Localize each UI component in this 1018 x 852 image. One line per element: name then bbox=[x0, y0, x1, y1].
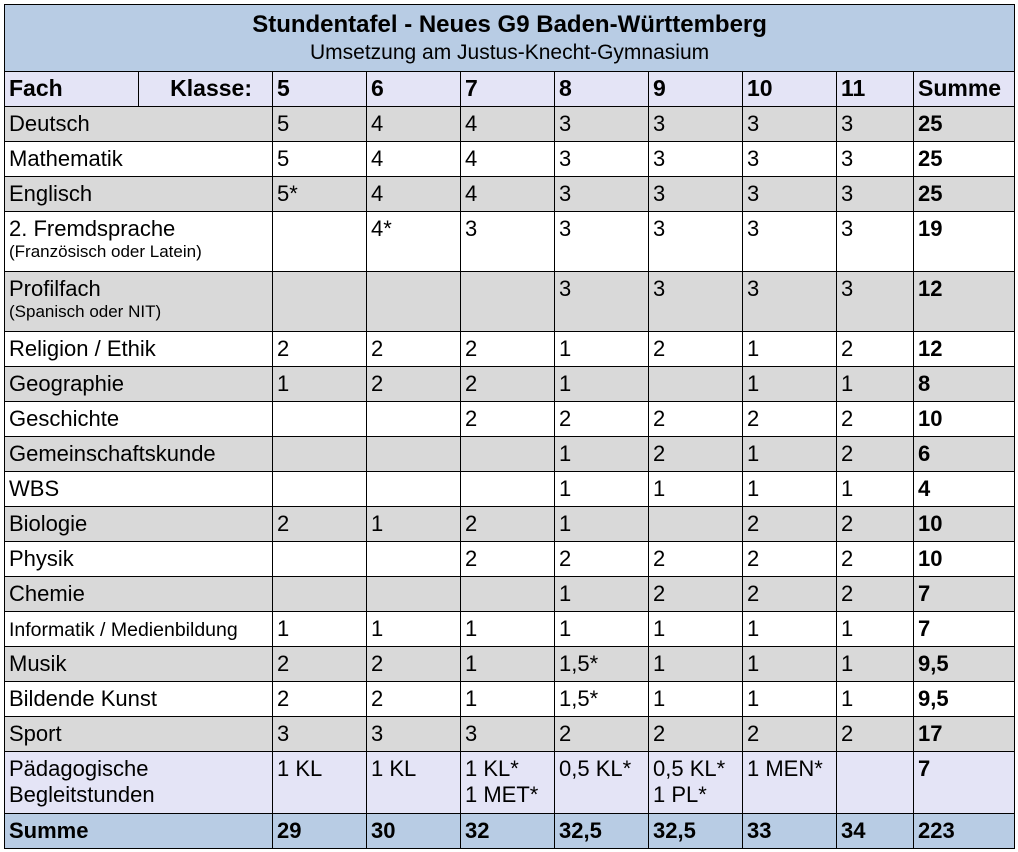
subject-name: Chemie bbox=[9, 581, 85, 606]
hours-cell: 2 bbox=[837, 507, 914, 542]
hours-cell: 1 bbox=[555, 472, 649, 507]
hours-cell: 3 bbox=[743, 272, 837, 332]
hours-cell: 5 bbox=[273, 142, 367, 177]
row-sum-cell: 25 bbox=[914, 177, 1015, 212]
table-subtitle: Umsetzung am Justus-Knecht-Gymnasium bbox=[309, 41, 710, 64]
table-row bbox=[5, 212, 1015, 272]
subject-cell bbox=[5, 682, 273, 717]
subject-name: Profilfach bbox=[9, 276, 101, 301]
table-row bbox=[5, 142, 1015, 177]
header-fach: Fach bbox=[5, 72, 139, 107]
hours-cell: 2 bbox=[367, 647, 461, 682]
hours-cell: 1 bbox=[461, 647, 555, 682]
header-summe: Summe bbox=[914, 72, 1015, 107]
hours-cell: 1 bbox=[555, 367, 649, 402]
hours-line: 1 MET* bbox=[465, 782, 539, 807]
hours-line: 1 KL bbox=[371, 756, 417, 781]
hours-cell: 3 bbox=[461, 717, 555, 752]
hours-cell: 3 bbox=[649, 107, 743, 142]
row-sum-cell: 7 bbox=[914, 577, 1015, 612]
hours-cell: 3 bbox=[649, 177, 743, 212]
subject-cell bbox=[5, 577, 273, 612]
subject-cell bbox=[5, 367, 273, 402]
subject-cell bbox=[5, 332, 273, 367]
hours-cell: 2 bbox=[837, 577, 914, 612]
hours-cell: 2 bbox=[649, 542, 743, 577]
table-row bbox=[5, 272, 1015, 332]
hours-cell: 1 bbox=[273, 367, 367, 402]
hours-cell bbox=[555, 752, 649, 814]
row-sum-cell: 25 bbox=[914, 107, 1015, 142]
hours-cell: 2 bbox=[461, 402, 555, 437]
hours-cell bbox=[461, 437, 555, 472]
subject-name: Geographie bbox=[9, 371, 124, 396]
hours-cell: 2 bbox=[367, 682, 461, 717]
subject-cell bbox=[5, 177, 273, 212]
hours-cell: 1 bbox=[555, 332, 649, 367]
subject-cell bbox=[5, 542, 273, 577]
hours-cell: 2 bbox=[273, 332, 367, 367]
row-sum-cell: 12 bbox=[914, 272, 1015, 332]
hours-cell bbox=[273, 542, 367, 577]
table-row bbox=[5, 177, 1015, 212]
hours-line: 1 MEN* bbox=[747, 756, 823, 781]
table-row bbox=[5, 577, 1015, 612]
hours-cell: 2 bbox=[461, 507, 555, 542]
table-row bbox=[5, 402, 1015, 437]
table-row bbox=[5, 542, 1015, 577]
row-sum-cell: 6 bbox=[914, 437, 1015, 472]
hours-cell: 2 bbox=[743, 717, 837, 752]
paed-row bbox=[5, 752, 1015, 814]
subject-cell bbox=[5, 272, 273, 332]
hours-cell: 1 bbox=[743, 472, 837, 507]
total-cell: 32,5 bbox=[649, 814, 743, 849]
hours-cell: 4 bbox=[367, 142, 461, 177]
hours-cell: 4* bbox=[367, 212, 461, 272]
total-cell: 29 bbox=[273, 814, 367, 849]
hours-cell: 2 bbox=[743, 577, 837, 612]
hours-cell: 2 bbox=[461, 367, 555, 402]
hours-cell: 2 bbox=[743, 542, 837, 577]
hours-cell: 4 bbox=[461, 107, 555, 142]
hours-line: 1 PL* bbox=[653, 782, 707, 807]
hours-cell: 2 bbox=[555, 542, 649, 577]
hours-cell bbox=[743, 752, 837, 814]
hours-cell bbox=[367, 472, 461, 507]
hours-cell: 3 bbox=[837, 212, 914, 272]
hours-cell: 3 bbox=[837, 107, 914, 142]
hours-line: 0,5 KL* bbox=[653, 756, 726, 781]
title-cell bbox=[5, 5, 1015, 72]
table-row bbox=[5, 647, 1015, 682]
hours-cell: 2 bbox=[555, 717, 649, 752]
hours-cell: 2 bbox=[649, 717, 743, 752]
total-row bbox=[5, 814, 1015, 849]
hours-cell: 1 bbox=[837, 472, 914, 507]
table-row bbox=[5, 682, 1015, 717]
hours-cell: 3 bbox=[837, 177, 914, 212]
hours-line: 1 KL bbox=[277, 756, 323, 781]
hours-cell: 2 bbox=[273, 682, 367, 717]
hours-cell: 3 bbox=[555, 107, 649, 142]
hours-cell: 1 bbox=[367, 507, 461, 542]
row-sum-cell: 7 bbox=[914, 752, 1015, 814]
hours-cell: 3 bbox=[367, 717, 461, 752]
header-klasse: Klasse: bbox=[139, 72, 273, 107]
subject-name: Musik bbox=[9, 651, 67, 676]
row-sum-cell: 9,5 bbox=[914, 682, 1015, 717]
subject-name: Gemeinschaftskunde bbox=[9, 441, 216, 466]
table-row bbox=[5, 507, 1015, 542]
hours-cell bbox=[273, 437, 367, 472]
hours-cell: 1 bbox=[743, 332, 837, 367]
hours-cell bbox=[273, 272, 367, 332]
hours-cell: 1 bbox=[461, 682, 555, 717]
hours-cell: 2 bbox=[649, 332, 743, 367]
hours-cell: 2 bbox=[461, 332, 555, 367]
hours-cell: 1 bbox=[743, 437, 837, 472]
hours-cell: 2 bbox=[743, 402, 837, 437]
hours-cell: 1 bbox=[649, 612, 743, 647]
hours-cell: 2 bbox=[649, 402, 743, 437]
hours-cell: 3 bbox=[649, 272, 743, 332]
total-cell: 33 bbox=[743, 814, 837, 849]
hours-cell: 4 bbox=[367, 107, 461, 142]
hours-cell bbox=[461, 272, 555, 332]
hours-cell: 1 bbox=[555, 437, 649, 472]
subject-name: Englisch bbox=[9, 181, 93, 206]
hours-cell bbox=[273, 752, 367, 814]
hours-cell: 1 bbox=[743, 367, 837, 402]
row-sum-cell: 12 bbox=[914, 332, 1015, 367]
hours-cell bbox=[367, 402, 461, 437]
hours-cell: 1 bbox=[367, 612, 461, 647]
hours-cell: 2 bbox=[837, 332, 914, 367]
total-label: Summe bbox=[5, 814, 273, 849]
hours-cell: 2 bbox=[837, 542, 914, 577]
table-row bbox=[5, 717, 1015, 752]
hours-cell: 3 bbox=[273, 717, 367, 752]
hours-cell: 1 bbox=[743, 612, 837, 647]
subject-name: Deutsch bbox=[9, 111, 90, 136]
hours-cell: 3 bbox=[649, 142, 743, 177]
hours-cell: 1 bbox=[649, 472, 743, 507]
hours-cell: 1,5* bbox=[555, 647, 649, 682]
row-sum-cell: 17 bbox=[914, 717, 1015, 752]
hours-cell: 2 bbox=[555, 402, 649, 437]
hours-cell: 1 bbox=[555, 577, 649, 612]
subject-cell bbox=[5, 142, 273, 177]
table-row bbox=[5, 437, 1015, 472]
hours-cell bbox=[367, 542, 461, 577]
row-sum-cell: 4 bbox=[914, 472, 1015, 507]
table-row bbox=[5, 612, 1015, 647]
hours-cell: 1 bbox=[837, 647, 914, 682]
hours-cell: 2 bbox=[273, 507, 367, 542]
hours-line: 0,5 KL* bbox=[559, 756, 632, 781]
hours-cell: 3 bbox=[649, 212, 743, 272]
subject-note: (Französisch oder Latein) bbox=[9, 242, 202, 261]
header-grade-11: 11 bbox=[837, 72, 914, 107]
total-cell: 30 bbox=[367, 814, 461, 849]
hours-cell: 3 bbox=[555, 212, 649, 272]
hours-cell: 2 bbox=[837, 717, 914, 752]
subject-name: 2. Fremdsprache bbox=[9, 216, 176, 241]
header-row bbox=[5, 72, 1015, 107]
total-cell: 32 bbox=[461, 814, 555, 849]
hours-cell bbox=[273, 402, 367, 437]
subject-cell bbox=[5, 717, 273, 752]
hours-cell: 3 bbox=[837, 272, 914, 332]
total-cell: 32,5 bbox=[555, 814, 649, 849]
hours-cell: 4 bbox=[461, 177, 555, 212]
subject-name: Religion / Ethik bbox=[9, 336, 156, 361]
header-grade-8: 8 bbox=[555, 72, 649, 107]
subject-cell bbox=[5, 212, 273, 272]
hours-cell: 2 bbox=[367, 367, 461, 402]
hours-cell bbox=[461, 577, 555, 612]
subject-cell bbox=[5, 472, 273, 507]
row-sum-cell: 9,5 bbox=[914, 647, 1015, 682]
hours-cell bbox=[367, 437, 461, 472]
hours-cell bbox=[837, 752, 914, 814]
hours-cell: 1 bbox=[555, 612, 649, 647]
hours-cell bbox=[461, 752, 555, 814]
hours-cell: 2 bbox=[649, 437, 743, 472]
subject-note: (Spanisch oder NIT) bbox=[9, 302, 162, 321]
hours-cell: 1 bbox=[743, 647, 837, 682]
subject-name: Biologie bbox=[9, 511, 88, 536]
hours-cell bbox=[367, 272, 461, 332]
hours-cell: 1 bbox=[649, 647, 743, 682]
subject-name: Physik bbox=[9, 546, 74, 571]
subject-name-line2: Begleitstunden bbox=[9, 782, 155, 807]
header-grade-10: 10 bbox=[743, 72, 837, 107]
hours-cell bbox=[367, 577, 461, 612]
hours-cell: 1 bbox=[837, 682, 914, 717]
hours-cell: 5* bbox=[273, 177, 367, 212]
hours-cell: 1 bbox=[555, 507, 649, 542]
row-sum-cell: 8 bbox=[914, 367, 1015, 402]
row-sum-cell: 10 bbox=[914, 542, 1015, 577]
hours-cell bbox=[649, 752, 743, 814]
subject-name-line1: Pädagogische bbox=[9, 756, 149, 781]
header-grade-7: 7 bbox=[461, 72, 555, 107]
subject-name: Geschichte bbox=[9, 406, 120, 431]
row-sum-cell: 19 bbox=[914, 212, 1015, 272]
subject-cell bbox=[5, 752, 273, 814]
hours-cell: 1 bbox=[743, 682, 837, 717]
hours-cell: 1 bbox=[837, 367, 914, 402]
subject-cell bbox=[5, 507, 273, 542]
row-sum-cell: 10 bbox=[914, 402, 1015, 437]
hours-cell: 2 bbox=[837, 402, 914, 437]
table-row bbox=[5, 472, 1015, 507]
subject-name: Sport bbox=[9, 721, 62, 746]
table-row bbox=[5, 367, 1015, 402]
header-grade-6: 6 bbox=[367, 72, 461, 107]
hours-cell bbox=[461, 472, 555, 507]
hours-cell bbox=[649, 367, 743, 402]
grand-total-cell: 223 bbox=[914, 814, 1015, 849]
hours-cell: 3 bbox=[743, 212, 837, 272]
hours-cell: 4 bbox=[461, 142, 555, 177]
hours-cell: 2 bbox=[273, 647, 367, 682]
subject-name: Bildende Kunst bbox=[9, 686, 157, 711]
table-title: Stundentafel - Neues G9 Baden-Württemberg bbox=[252, 11, 767, 38]
subject-name: WBS bbox=[9, 476, 60, 501]
hours-cell: 5 bbox=[273, 107, 367, 142]
subject-cell bbox=[5, 107, 273, 142]
subject-cell bbox=[5, 612, 273, 647]
hours-cell: 1 bbox=[273, 612, 367, 647]
hours-cell: 3 bbox=[461, 212, 555, 272]
hours-cell: 4 bbox=[367, 177, 461, 212]
subject-cell bbox=[5, 437, 273, 472]
hours-line: 1 KL* bbox=[465, 756, 519, 781]
row-sum-cell: 7 bbox=[914, 612, 1015, 647]
hours-cell: 2 bbox=[743, 507, 837, 542]
subject-name: Mathematik bbox=[9, 146, 123, 171]
hours-cell bbox=[273, 577, 367, 612]
hours-cell: 3 bbox=[743, 177, 837, 212]
header-grade-5: 5 bbox=[273, 72, 367, 107]
hours-cell: 1 bbox=[649, 682, 743, 717]
hours-cell: 2 bbox=[649, 577, 743, 612]
hours-cell: 1 bbox=[837, 612, 914, 647]
subject-cell bbox=[5, 402, 273, 437]
hours-cell: 3 bbox=[743, 107, 837, 142]
hours-cell: 2 bbox=[461, 542, 555, 577]
subject-name: Informatik / Medienbildung bbox=[9, 619, 238, 641]
hours-cell bbox=[367, 752, 461, 814]
hours-cell: 3 bbox=[555, 177, 649, 212]
hours-cell: 2 bbox=[837, 437, 914, 472]
row-sum-cell: 25 bbox=[914, 142, 1015, 177]
table-row bbox=[5, 107, 1015, 142]
hours-cell: 3 bbox=[555, 272, 649, 332]
header-grade-9: 9 bbox=[649, 72, 743, 107]
stundentafel-table bbox=[4, 4, 1015, 849]
hours-cell bbox=[273, 472, 367, 507]
hours-cell: 3 bbox=[555, 142, 649, 177]
subject-cell bbox=[5, 647, 273, 682]
hours-cell: 2 bbox=[367, 332, 461, 367]
hours-cell: 1 bbox=[461, 612, 555, 647]
hours-cell: 3 bbox=[743, 142, 837, 177]
total-cell: 34 bbox=[837, 814, 914, 849]
hours-cell bbox=[649, 507, 743, 542]
hours-cell bbox=[273, 212, 367, 272]
hours-cell: 1,5* bbox=[555, 682, 649, 717]
hours-cell: 3 bbox=[837, 142, 914, 177]
table-row bbox=[5, 332, 1015, 367]
row-sum-cell: 10 bbox=[914, 507, 1015, 542]
